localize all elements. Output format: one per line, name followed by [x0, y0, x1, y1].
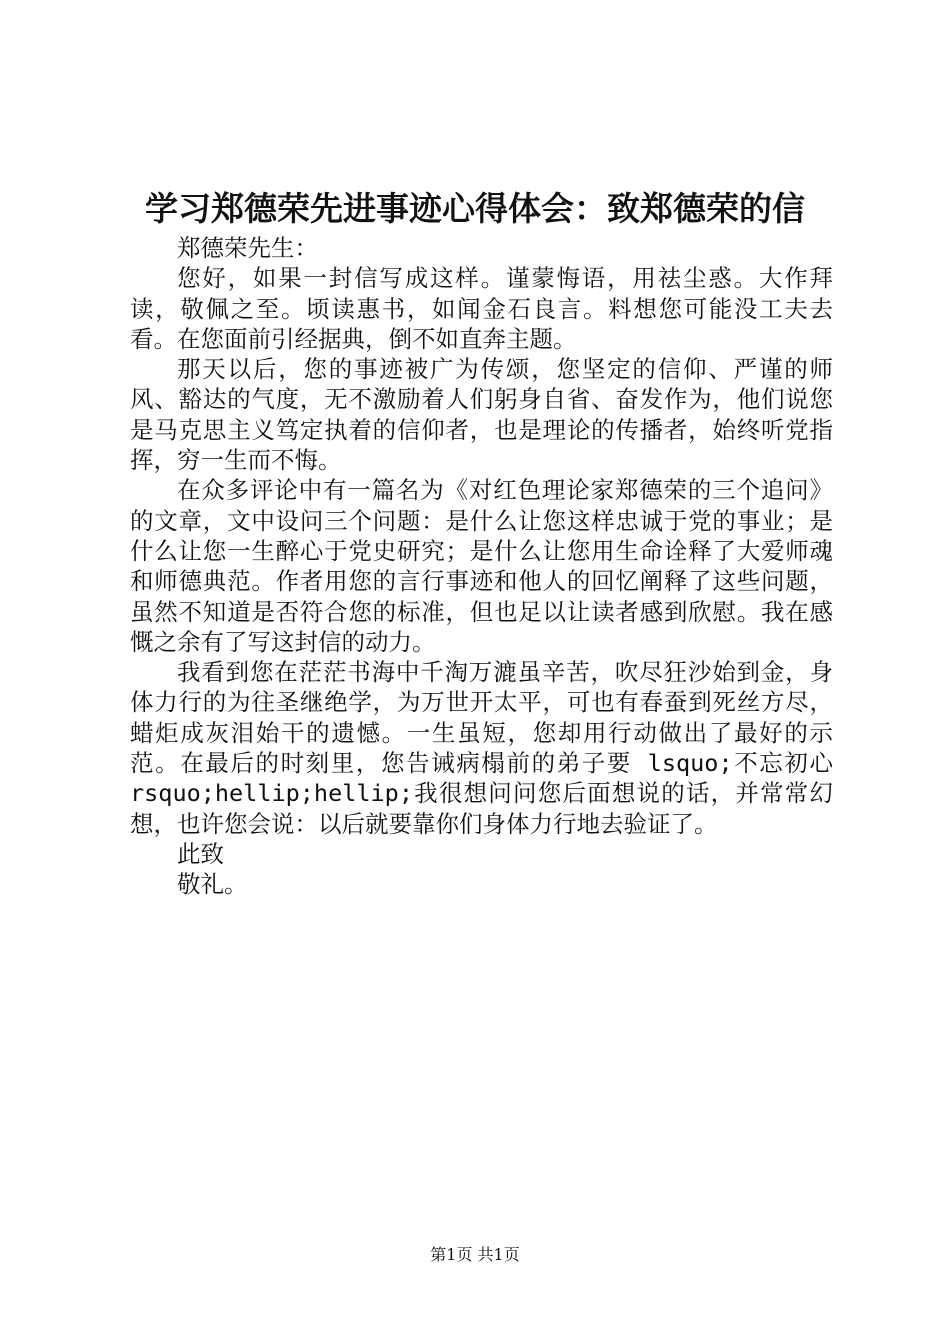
- paragraph: 在众多评论中有一篇名为《对红色理论家郑德荣的三个追问》的文章，文中设问三个问题：是什么让您这样忠诚于党的事业；是什么让您一生醉心于党史研究；是什么让您用生命诠释了大爱师魂和师德典范。作者用您的言行事迹和他人的回忆阐释了这些问题，虽然不知道是否符合您的标准，但也足以让读者感到欣慰。我在感慨之余有了写这封信的动力。: [130, 476, 833, 656]
- paragraph: 您好，如果一封信写成这样。谨蒙悔语，用祛尘惑。大作拜读，敬佩之至。顷读惠书，如闻金石良言。料想您可能没工夫去看。在您面前引经据典，倒不如直奔主题。: [130, 264, 833, 353]
- paragraph: 那天以后，您的事迹被广为传颂，您坚定的信仰、严谨的师风、豁达的气度，无不激励着人们躬身自省、奋发作为，他们说您是马克思主义笃定执着的信仰者，也是理论的传播者，始终听党指挥，穷一生而不悔。: [130, 355, 833, 475]
- closing-line: 此致: [177, 839, 224, 868]
- letter-body: [130, 233, 833, 900]
- paragraph: 我看到您在茫茫书海中千淘万漉虽辛苦，吹尽狂沙始到金，身体力行的为往圣继绝学，为万世开太平，可也有春蚕到死丝方尽，蜡炬成灰泪始干的遗憾。一生虽短，您却用行动做出了最好的示范。在最后的时刻里，您告诫病榻前的弟子要 lsquo;不忘初心 rsquo;hellip;hellip;我很想问问您后面想说的话，并常常幻想，也许您会说：以后就要靠你们身体力行地去验证了。: [130, 658, 833, 838]
- page-number: 第1页 共1页: [430, 1245, 520, 1264]
- closing-regards: 敬礼。: [177, 870, 248, 899]
- document-title: 学习郑德荣先进事迹心得体会：致郑德荣的信: [145, 189, 805, 228]
- salutation: 郑德荣先生：: [177, 234, 318, 262]
